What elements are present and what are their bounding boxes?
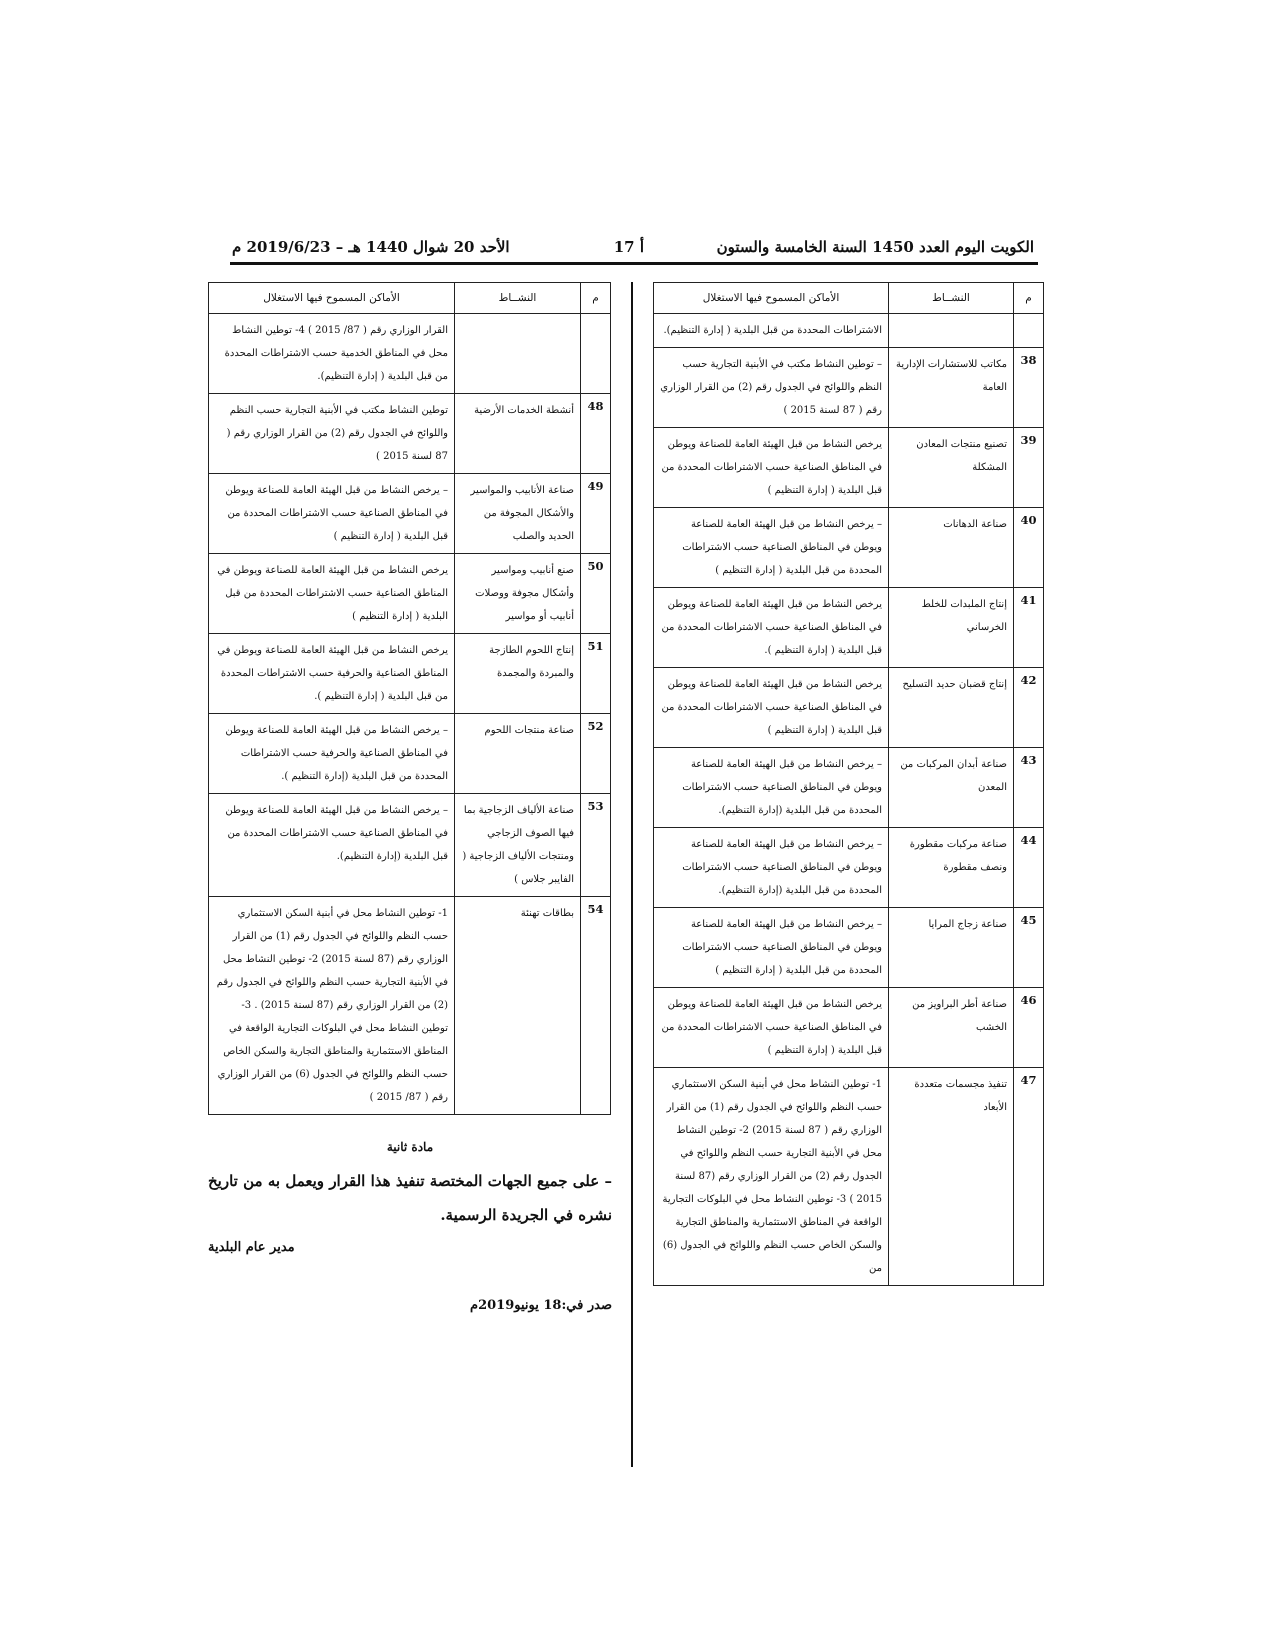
column-header-activity: النشــاط bbox=[889, 283, 1014, 314]
page-header bbox=[232, 238, 1034, 264]
row-number: 45 bbox=[1014, 908, 1044, 988]
row-number: 44 bbox=[1014, 828, 1044, 908]
row-number: 49 bbox=[581, 474, 611, 554]
activity-name: صناعة الأنابيب والمواسير والأشكال المجوفة من الحديد والصلب bbox=[455, 474, 581, 554]
permitted-place: يرخص النشاط من قبل الهيئة العامة للصناعة ويوطن في المناطق الصناعية حسب الاشتراطات المحددة من قبل البلدية ( إدارة التنظيم ) bbox=[654, 988, 889, 1068]
table-row bbox=[654, 988, 1044, 1068]
column-header-number: م bbox=[1014, 283, 1044, 314]
row-number: 39 bbox=[1014, 428, 1044, 508]
row-number: 48 bbox=[581, 394, 611, 474]
activity-name: صناعة زجاج المرايا bbox=[889, 908, 1014, 988]
permitted-place: – يرخص النشاط من قبل الهيئة العامة للصناعة ويوطن في المناطق الصناعية حسب الاشتراطات المحددة من قبل البلدية ( إدارة التنظيم ) bbox=[654, 508, 889, 588]
table-header-row bbox=[654, 283, 1044, 314]
row-number: 54 bbox=[581, 897, 611, 1115]
table-row bbox=[209, 314, 611, 394]
row-number: 51 bbox=[581, 634, 611, 714]
header-date: الأحد 20 شوال 1440 هـ – 2019/6/23 م bbox=[232, 238, 510, 256]
header-rule bbox=[230, 262, 1038, 265]
activities-table-left bbox=[208, 282, 611, 1115]
activity-name: مكاتب للاستشارات الإدارية العامة bbox=[889, 348, 1014, 428]
permitted-place: – يرخص النشاط من قبل الهيئة العامة للصناعة ويوطن في المناطق الصناعية حسب الاشتراطات المحددة من قبل البلدية (إدارة التنظيم). bbox=[654, 828, 889, 908]
activity-name: صناعة الألياف الزجاجية بما فيها الصوف الزجاجي ومنتجات الألياف الزجاجية ( الفايبر جلاس ) bbox=[455, 794, 581, 897]
table-row bbox=[209, 897, 611, 1115]
column-header-activity: النشــاط bbox=[455, 283, 581, 314]
row-number: 40 bbox=[1014, 508, 1044, 588]
table-row bbox=[654, 668, 1044, 748]
permitted-place: – يرخص النشاط من قبل الهيئة العامة للصناعة ويوطن في المناطق الصناعية والحرفية حسب الاشتراطات المحددة من قبل البلدية (إدارة التنظيم ). bbox=[209, 714, 455, 794]
table-row bbox=[209, 474, 611, 554]
activity-name: صناعة أطر البراويز من الخشب bbox=[889, 988, 1014, 1068]
row-number: 46 bbox=[1014, 988, 1044, 1068]
row-number: 43 bbox=[1014, 748, 1044, 828]
table-row bbox=[654, 828, 1044, 908]
signatory: مدير عام البلدية bbox=[208, 1240, 295, 1255]
column-header-place: الأماكن المسموح فيها الاستغلال bbox=[209, 283, 455, 314]
activity-name: إنتاج قضبان حديد التسليح bbox=[889, 668, 1014, 748]
permitted-place: يرخص النشاط من قبل الهيئة العامة للصناعة ويوطن في المناطق الصناعية حسب الاشتراطات المحددة من قبل البلدية ( إدارة التنظيم ) bbox=[654, 428, 889, 508]
row-number: 50 bbox=[581, 554, 611, 634]
activity-name: إنتاج الملبدات للخلط الخرساني bbox=[889, 588, 1014, 668]
table-row bbox=[654, 348, 1044, 428]
row-number bbox=[1014, 314, 1044, 348]
permitted-place: – يرخص النشاط من قبل الهيئة العامة للصناعة ويوطن في المناطق الصناعية حسب الاشتراطات المحددة من قبل البلدية (إدارة التنظيم). bbox=[654, 748, 889, 828]
table-row bbox=[209, 554, 611, 634]
permitted-place: يرخص النشاط من قبل الهيئة العامة للصناعة ويوطن في المناطق الصناعية حسب الاشتراطات المحددة من قبل البلدية ( إدارة التنظيم ) bbox=[654, 668, 889, 748]
table-row bbox=[209, 394, 611, 474]
activity-name: تصنيع منتجات المعادن المشكلة bbox=[889, 428, 1014, 508]
permitted-place: توطين النشاط مكتب في الأبنية التجارية حسب النظم واللوائح في الجدول رقم (2) من القرار الوزاري رقم ( 87 لسنة 2015 ) bbox=[209, 394, 455, 474]
permitted-place: يرخص النشاط من قبل الهيئة العامة للصناعة ويوطن في المناطق الصناعية حسب الاشتراطات المحددة من قبل البلدية ( إدارة التنظيم ) bbox=[209, 554, 455, 634]
activities-table-right bbox=[653, 282, 1044, 1286]
row-number: 53 bbox=[581, 794, 611, 897]
activity-name: صناعة أبدان المركبات من المعدن bbox=[889, 748, 1014, 828]
activity-name: إنتاج اللحوم الطازجة والمبردة والمجمدة bbox=[455, 634, 581, 714]
activity-name: بطاقات تهنئة bbox=[455, 897, 581, 1115]
permitted-place: – يرخص النشاط من قبل الهيئة العامة للصناعة ويوطن في المناطق الصناعية حسب الاشتراطات المحددة من قبل البلدية ( إدارة التنظيم ) bbox=[209, 474, 455, 554]
row-number: 52 bbox=[581, 714, 611, 794]
row-number: 41 bbox=[1014, 588, 1044, 668]
table-header-row bbox=[209, 283, 611, 314]
permitted-place: – توطين النشاط مكتب في الأبنية التجارية حسب النظم واللوائح في الجدول رقم (2) من القرار الوزاري رقم ( 87 لسنة 2015 ) bbox=[654, 348, 889, 428]
permitted-place: – يرخص النشاط من قبل الهيئة العامة للصناعة ويوطن في المناطق الصناعية حسب الاشتراطات المحددة من قبل البلدية ( إدارة التنظيم ) bbox=[654, 908, 889, 988]
permitted-place: يرخص النشاط من قبل الهيئة العامة للصناعة ويوطن في المناطق الصناعية حسب الاشتراطات المحددة من قبل البلدية ( إدارة التنظيم ). bbox=[654, 588, 889, 668]
table-row bbox=[654, 908, 1044, 988]
permitted-place: الاشتراطات المحددة من قبل البلدية ( إدارة التنظيم). bbox=[654, 314, 889, 348]
second-article bbox=[208, 1140, 612, 1232]
activity-name bbox=[455, 314, 581, 394]
row-number: 38 bbox=[1014, 348, 1044, 428]
table-row bbox=[654, 1068, 1044, 1286]
activity-name: صناعة منتجات اللحوم bbox=[455, 714, 581, 794]
table-row bbox=[654, 588, 1044, 668]
column-divider bbox=[631, 282, 633, 1467]
table-row bbox=[654, 748, 1044, 828]
table-row bbox=[209, 714, 611, 794]
row-number: 47 bbox=[1014, 1068, 1044, 1286]
permitted-place: 1- توطين النشاط محل في أبنية السكن الاستثماري حسب النظم واللوائح في الجدول رقم (1) من القرار الوزاري رقم ( 87 لسنة 2015) 2- توطين النشاط محل في الأبنية التجارية حسب النظم واللوائح في الجدول رقم (2) من القرار الوزاري رقم (87 لسنة 2015 ) 3- توطين النشاط محل في البلوكات التجارية الواقعة في المناطق الاستثمارية والمناطق التجارية والسكن الخاص حسب النظم واللوائح في الجدول (6) من bbox=[654, 1068, 889, 1286]
issue-date: صدر في:18 يونيو2019م bbox=[470, 1298, 612, 1313]
row-number bbox=[581, 314, 611, 394]
permitted-place: – يرخص النشاط من قبل الهيئة العامة للصناعة ويوطن في المناطق الصناعية حسب الاشتراطات المحددة من قبل البلدية (إدارة التنظيم). bbox=[209, 794, 455, 897]
activity-name: أنشطة الخدمات الأرضية bbox=[455, 394, 581, 474]
row-number: 42 bbox=[1014, 668, 1044, 748]
column-header-place: الأماكن المسموح فيها الاستغلال bbox=[654, 283, 889, 314]
permitted-place: يرخص النشاط من قبل الهيئة العامة للصناعة ويوطن في المناطق الصناعية والحرفية حسب الاشتراطات المحددة من قبل البلدية ( إدارة التنظيم ). bbox=[209, 634, 455, 714]
permitted-place: القرار الوزاري رقم ( 87/ 2015 ) 4- توطين النشاط محل في المناطق الخدمية حسب الاشتراطات المحددة من قبل البلدية ( إدارة التنظيم). bbox=[209, 314, 455, 394]
article-title: مادة ثانية bbox=[386, 1140, 434, 1154]
activity-name: صنع أنابيب ومواسير وأشكال مجوفة ووصلات أنابيب أو مواسير bbox=[455, 554, 581, 634]
activity-name: تنفيذ مجسمات متعددة الأبعاد bbox=[889, 1068, 1014, 1286]
table-row bbox=[654, 314, 1044, 348]
table-row bbox=[209, 634, 611, 714]
header-publication: الكويت اليوم العدد 1450 السنة الخامسة والستون bbox=[716, 238, 1034, 256]
table-row bbox=[209, 794, 611, 897]
activity-name bbox=[889, 314, 1014, 348]
permitted-place: 1- توطين النشاط محل في أبنية السكن الاستثماري حسب النظم واللوائح في الجدول رقم (1) من القرار الوزاري رقم (87 لسنة 2015) 2- توطين النشاط محل في الأبنية التجارية حسب النظم واللوائح في الجدول رقم (2) من القرار الوزاري رقم (87 لسنة 2015) . 3- توطين النشاط محل في البلوكات التجارية الواقعة في المناطق الاستثمارية والمناطق التجارية والسكن الخاص حسب النظم واللوائح في الجدول (6) من القرار الوزاري رقم ( 87/ 2015 ) bbox=[209, 897, 455, 1115]
column-header-number: م bbox=[581, 283, 611, 314]
article-body: – على جميع الجهات المختصة تنفيذ هذا القرار ويعمل به من تاريخ نشره في الجريدة الرسمية. bbox=[208, 1172, 612, 1224]
activity-name: صناعة الدهانات bbox=[889, 508, 1014, 588]
header-page-number: أ 17 bbox=[613, 238, 644, 256]
table-row bbox=[654, 508, 1044, 588]
table-row bbox=[654, 428, 1044, 508]
activity-name: صناعة مركبات مقطورة ونصف مقطورة bbox=[889, 828, 1014, 908]
